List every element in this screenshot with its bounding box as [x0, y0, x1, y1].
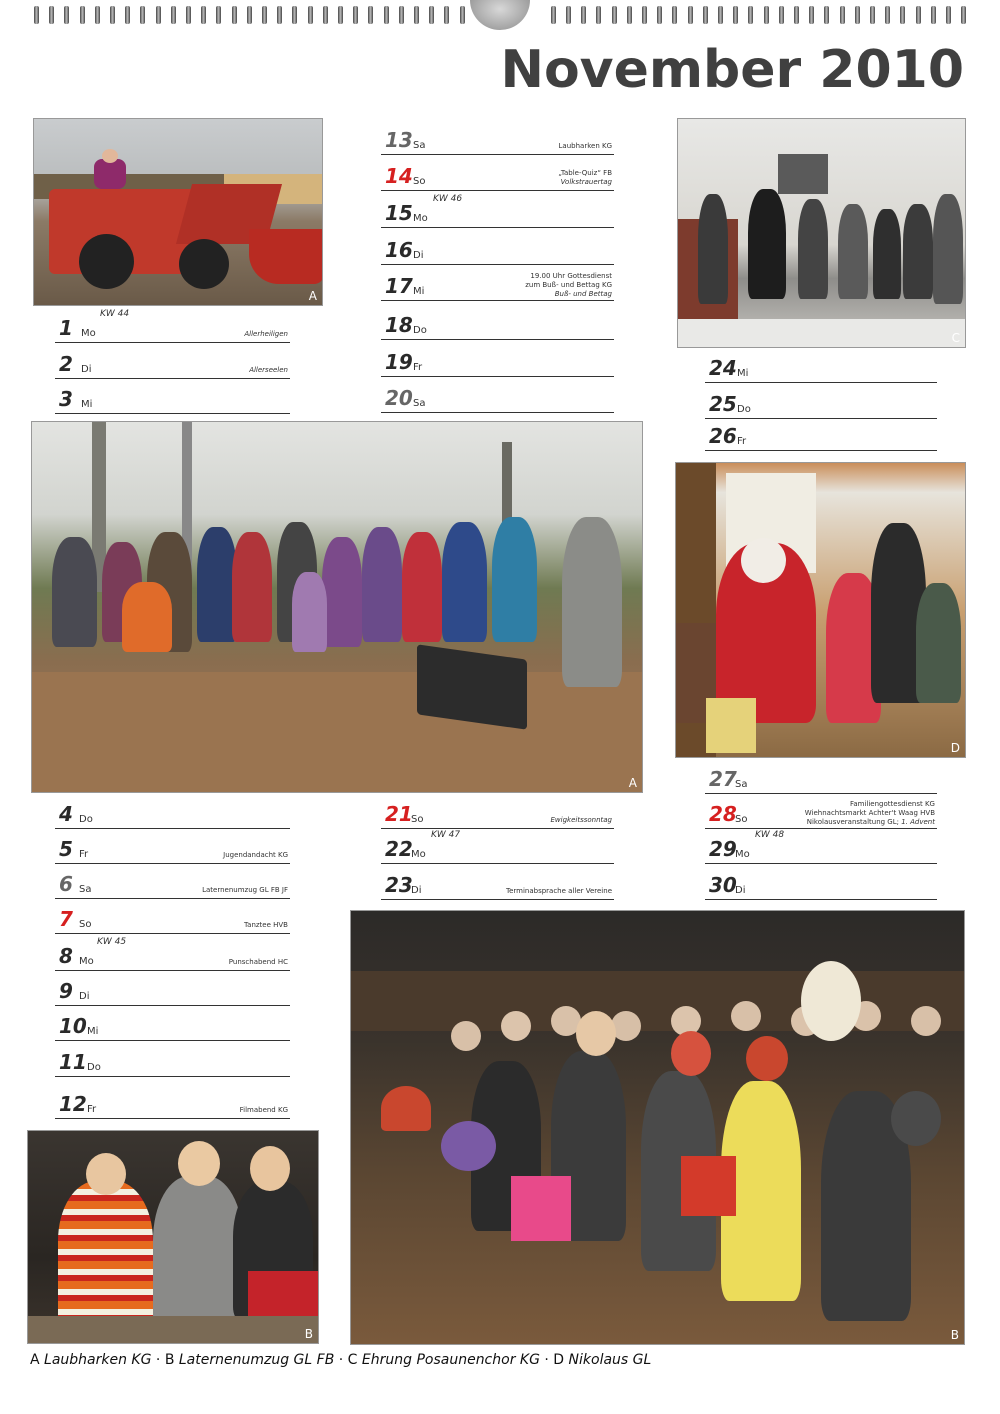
photo-label: A	[308, 289, 317, 303]
day-event: 19.00 Uhr Gottesdienst zum Buß- und Bettag KG Buß- und Bettag	[525, 272, 612, 298]
photo-label: A	[628, 776, 637, 790]
binding-ring	[931, 6, 936, 24]
hanger-hole	[470, 0, 530, 30]
binding-ring	[718, 6, 723, 24]
day-row[interactable]	[381, 233, 614, 265]
weekday: Fr	[737, 436, 747, 447]
weekday: Fr	[413, 362, 423, 373]
page-title: November 2010	[500, 40, 964, 100]
weekday: Mi	[87, 1026, 99, 1037]
day-row[interactable]	[55, 1045, 290, 1077]
day-row[interactable]	[381, 797, 614, 829]
day-event: Allerseelen	[249, 366, 288, 374]
weekday: Sa	[413, 398, 426, 409]
day-number: 8	[59, 944, 73, 968]
binding-ring	[156, 6, 161, 24]
day-number: 22	[385, 837, 413, 861]
binding-ring	[900, 6, 905, 24]
photo-nikolaus	[675, 462, 966, 758]
day-row[interactable]	[55, 832, 290, 864]
weekday: So	[79, 919, 92, 930]
binding-ring	[748, 6, 753, 24]
spiral-binding	[0, 0, 1000, 34]
binding-ring	[566, 6, 571, 24]
day-row[interactable]	[381, 123, 614, 155]
weekday: Mi	[737, 368, 749, 379]
day-row[interactable]	[55, 382, 290, 414]
day-number: 10	[59, 1014, 87, 1038]
binding-ring	[946, 6, 951, 24]
binding-ring	[627, 6, 632, 24]
binding-ring	[140, 6, 145, 24]
binding-ring	[961, 6, 966, 24]
binding-ring	[308, 6, 313, 24]
weekday: Mi	[413, 286, 425, 297]
day-number: 27	[709, 767, 737, 791]
calendar-week: KW 48	[755, 830, 785, 840]
day-number: 12	[59, 1092, 87, 1116]
binding-ring	[429, 6, 434, 24]
binding-ring	[733, 6, 738, 24]
day-number: 19	[385, 350, 413, 374]
binding-ring	[186, 6, 191, 24]
binding-ring	[596, 6, 601, 24]
day-row[interactable]	[55, 902, 290, 934]
binding-ring	[642, 6, 647, 24]
binding-ring	[64, 6, 69, 24]
binding-ring	[855, 6, 860, 24]
binding-ring	[885, 6, 890, 24]
weekday: Di	[81, 364, 92, 375]
weekday: So	[413, 176, 426, 187]
day-number: 14	[385, 164, 413, 188]
day-number: 20	[385, 386, 413, 410]
binding-ring	[460, 6, 465, 24]
day-event: Jugendandacht KG	[223, 851, 288, 859]
photo-laternen-children	[350, 910, 965, 1345]
day-number: 3	[59, 387, 73, 411]
binding-ring	[916, 6, 921, 24]
binding-ring	[292, 6, 297, 24]
binding-ring	[672, 6, 677, 24]
day-row[interactable]	[381, 381, 614, 413]
day-number: 16	[385, 238, 413, 262]
day-number: 23	[385, 873, 413, 897]
weekday: Di	[411, 885, 422, 896]
binding-ring	[232, 6, 237, 24]
day-row[interactable]	[55, 347, 290, 379]
photo-posaunenchor	[677, 118, 966, 348]
weekday: Mo	[411, 849, 426, 860]
calendar-week: KW 46	[433, 194, 463, 204]
day-row[interactable]	[705, 387, 937, 419]
binding-ring	[657, 6, 662, 24]
photo-group-laubharken	[31, 421, 643, 793]
day-number: 15	[385, 201, 413, 225]
weekday: Sa	[79, 884, 92, 895]
calendar-week: KW 45	[97, 937, 127, 947]
binding-ring	[125, 6, 130, 24]
weekday: Mo	[79, 956, 94, 967]
day-event: Ewigkeitssonntag	[550, 816, 612, 824]
day-number: 29	[709, 837, 737, 861]
day-number: 2	[59, 352, 73, 376]
day-row[interactable]	[381, 832, 614, 864]
weekday: Mo	[413, 213, 428, 224]
binding-ring	[703, 6, 708, 24]
binding-ring	[779, 6, 784, 24]
day-event: Punschabend HC	[228, 958, 288, 966]
binding-ring	[338, 6, 343, 24]
binding-ring	[444, 6, 449, 24]
day-row[interactable]	[55, 939, 290, 971]
day-row[interactable]	[705, 423, 937, 451]
binding-ring	[201, 6, 206, 24]
binding-ring	[399, 6, 404, 24]
day-number: 17	[385, 274, 413, 298]
photo-caption: A Laubharken KG · B Laternenumzug GL FB · C Ehrung Posaunenchor KG · D Nikolaus GL	[30, 1352, 652, 1368]
binding-ring	[794, 6, 799, 24]
day-number: 25	[709, 392, 737, 416]
weekday: Sa	[413, 140, 426, 151]
weekday: Fr	[87, 1104, 97, 1115]
photo-label: B	[950, 1328, 959, 1342]
weekday: So	[735, 814, 748, 825]
binding-ring	[809, 6, 814, 24]
day-row[interactable]	[381, 196, 614, 228]
binding-ring	[49, 6, 54, 24]
day-number: 18	[385, 313, 413, 337]
binding-ring	[368, 6, 373, 24]
photo-tractor	[33, 118, 323, 306]
day-row[interactable]	[381, 308, 614, 340]
day-row[interactable]	[55, 1009, 290, 1041]
day-event: „Table-Quiz“ FB Volkstrauertag	[558, 169, 612, 186]
binding-ring	[414, 6, 419, 24]
day-row[interactable]	[705, 868, 937, 900]
day-number: 13	[385, 128, 413, 152]
day-event: Tanztee HVB	[244, 921, 288, 929]
weekday: Do	[79, 814, 93, 825]
binding-ring	[323, 6, 328, 24]
day-number: 26	[709, 424, 737, 448]
day-row[interactable]	[381, 269, 614, 301]
day-number: 7	[59, 907, 73, 931]
day-event: Familiengottesdienst KG Wiehnachtsmarkt Achter't Waag HVB Nikolausveranstaltung GL; 1. Advent	[804, 800, 935, 826]
binding-ring	[80, 6, 85, 24]
day-row[interactable]	[705, 797, 937, 829]
day-event: Terminabsprache aller Vereine	[505, 887, 612, 895]
weekday: Di	[79, 991, 90, 1002]
day-number: 24	[709, 356, 737, 380]
binding-ring	[870, 6, 875, 24]
day-row[interactable]	[381, 159, 614, 191]
weekday: Mo	[81, 328, 96, 339]
weekday: Do	[413, 325, 427, 336]
weekday: Mo	[735, 849, 750, 860]
day-number: 6	[59, 872, 73, 896]
binding-ring	[216, 6, 221, 24]
binding-ring	[262, 6, 267, 24]
photo-laternen-adults	[27, 1130, 319, 1344]
day-row[interactable]	[55, 311, 290, 343]
day-number: 28	[709, 802, 737, 826]
binding-ring	[34, 6, 39, 24]
day-row[interactable]	[705, 762, 937, 794]
day-event: Allerheiligen	[244, 330, 288, 338]
binding-ring	[688, 6, 693, 24]
binding-ring	[581, 6, 586, 24]
day-row[interactable]	[55, 1091, 290, 1119]
day-event: Laternenumzug GL FB JF	[202, 886, 288, 894]
binding-ring	[247, 6, 252, 24]
day-event: Laubharken KG	[558, 142, 612, 150]
weekday: Do	[737, 404, 751, 415]
photo-label: C	[951, 331, 960, 345]
day-row[interactable]	[55, 797, 290, 829]
calendar-week: KW 44	[100, 309, 130, 319]
binding-ring	[171, 6, 176, 24]
binding-ring	[95, 6, 100, 24]
binding-ring	[840, 6, 845, 24]
binding-ring	[277, 6, 282, 24]
day-number: 9	[59, 979, 73, 1003]
weekday: Sa	[735, 779, 748, 790]
weekday: Di	[413, 250, 424, 261]
weekday: Do	[87, 1062, 101, 1073]
weekday: So	[411, 814, 424, 825]
calendar-week: KW 47	[431, 830, 461, 840]
binding-ring	[764, 6, 769, 24]
day-row[interactable]	[381, 868, 614, 900]
binding-ring	[110, 6, 115, 24]
day-number: 30	[709, 873, 737, 897]
day-number: 5	[59, 837, 73, 861]
day-row[interactable]	[55, 974, 290, 1006]
day-row[interactable]	[55, 867, 290, 899]
binding-ring	[353, 6, 358, 24]
day-row[interactable]	[705, 351, 937, 383]
binding-ring	[612, 6, 617, 24]
weekday: Di	[735, 885, 746, 896]
day-row[interactable]	[705, 832, 937, 864]
weekday: Mi	[81, 399, 93, 410]
binding-ring	[551, 6, 556, 24]
binding-ring	[384, 6, 389, 24]
day-number: 21	[385, 802, 413, 826]
photo-label: D	[950, 741, 960, 755]
day-number: 11	[59, 1050, 87, 1074]
day-number: 4	[59, 802, 73, 826]
weekday: Fr	[79, 849, 89, 860]
day-row[interactable]	[381, 345, 614, 377]
binding-ring	[824, 6, 829, 24]
day-number: 1	[59, 316, 73, 340]
day-event: Filmabend KG	[239, 1106, 288, 1114]
photo-label: B	[304, 1327, 313, 1341]
